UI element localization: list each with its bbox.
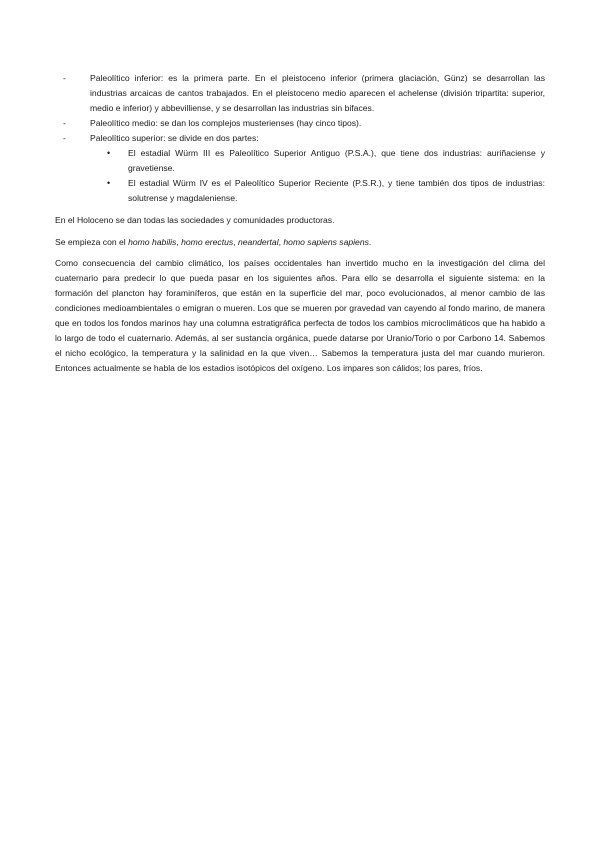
species-name: neandertal [237, 237, 279, 247]
list-item-paleolitico-superior [55, 131, 545, 206]
list-item-paleolitico-medio [55, 116, 545, 131]
species-separator: , [233, 237, 238, 247]
dash-marker: - [63, 73, 66, 83]
sublist-item-wurm-iii [90, 146, 545, 176]
sublist-item-text: El estadial Würm III es Paleolítico Superior Antiguo (P.S.A.), que tiene dos industrias: auriñaciense y gravetiense. [128, 148, 545, 173]
dash-marker: - [63, 133, 66, 143]
bullet-icon: • [107, 148, 111, 158]
species-separator: , [278, 237, 284, 247]
bullet-icon: • [107, 178, 111, 188]
sublist-item-text: El estadial Würm IV es el Paleolítico Superior Reciente (P.S.R.), y tiene también dos tipos de industrias: solutrense y magdaleniense. [128, 178, 545, 203]
paleolithic-list [55, 71, 545, 206]
climate-paragraph: Como consecuencia del cambio climático, los países occidentales han invertido mucho en la investigación del clima del cuaternario para predecir lo que pueda pasar en los siguientes años. Para ello se desarrolla el siguiente sistema: en la formación del plancton hay foraminíferos, que están en la superficie del mar, poco evolucionados, al menor cambio de las condiciones medioambientales o emigran o mueren. Los que se mueren por gravedad van cayendo al fondo marino, de manera que en todos los fondos marinos hay una columna estratigráfica perfecta de todos los cambios microclimáticos que ha habido a lo largo de todo el cuaternario. Además, al ser sustancia orgánica, puede datarse por Uranio/Torio o por Carbono 14. Sabemos el nicho ecológico, la temperatura y la salinidad en la que viven… Sabemos la temperatura justa del mar cuando murieron. Entonces actualmente se habla de los estadios isotópicos del oxígeno. Los impares son cálidos; los pares, fríos. [55, 258, 545, 373]
species-name: homo habilis [128, 237, 177, 247]
paleolitico-superior-sublist [90, 146, 545, 206]
sublist-item-wurm-iv [90, 176, 545, 206]
species-name: homo sapiens sapiens [283, 237, 369, 247]
species-paragraph [55, 235, 545, 250]
species-suffix: . [368, 237, 372, 247]
list-item-text: Paleolítico superior: se divide en dos partes: [90, 133, 259, 143]
species-prefix: Se empieza con el [55, 237, 129, 247]
dash-marker: - [63, 118, 66, 128]
species-separator: , [176, 237, 182, 247]
holoceno-paragraph: En el Holoceno se dan todas las sociedades y comunidades productoras. [55, 215, 335, 225]
document-body [55, 71, 545, 376]
list-item-text: Paleolítico inferior: es la primera parte. En el pleistoceno inferior (primera glaciación, Günz) se desarrollan las industrias arcaicas de cantos trabajados. En el pleistoceno medio aparecen el achelense (división tripartita: superior, medio e inferior) y abbevilliense, y se desarrollan las industrias sin bifaces. [90, 73, 545, 113]
list-item-paleolitico-inferior [55, 71, 545, 116]
species-name: homo erectus [181, 237, 234, 247]
list-item-text: Paleolítico medio: se dan los complejos musterienses (hay cinco tipos). [90, 118, 362, 128]
